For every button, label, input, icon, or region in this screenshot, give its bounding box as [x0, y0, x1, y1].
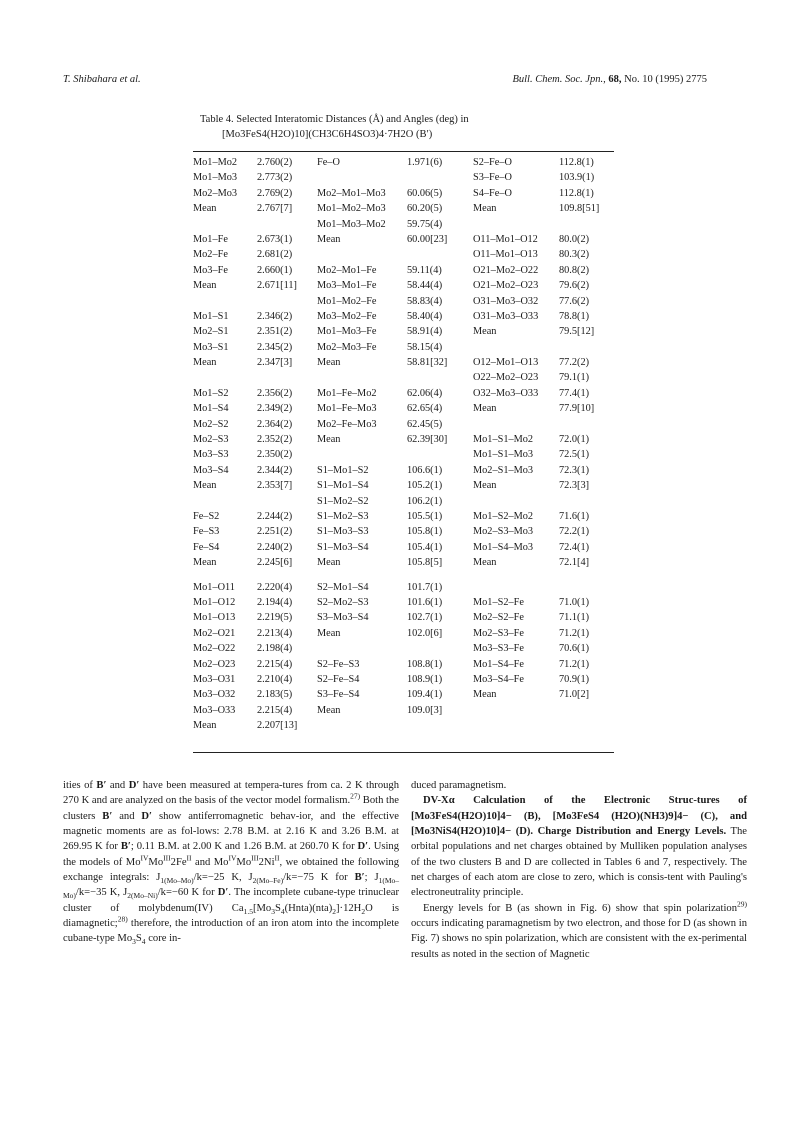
table-cell: 72.5(1) [559, 449, 590, 461]
table-cell: Mo1–Fe [193, 233, 228, 245]
table-cell: 105.8(1) [407, 526, 443, 538]
table-cell: 58.91(4) [407, 326, 443, 338]
table-cell: 72.1[4] [559, 557, 590, 569]
table-cell: S3–Fe–O [473, 172, 512, 184]
table-cell: Mo3–S4 [193, 464, 229, 476]
table-cell: 2.349(2) [257, 403, 293, 415]
table-cell: Mo2–S1 [193, 326, 229, 338]
table-cell: O32–Mo3–O33 [473, 387, 539, 399]
table-cell: 80.3(2) [559, 249, 590, 261]
running-header-authors: T. Shibahara et al. [63, 74, 141, 85]
table-cell: 2.210(4) [257, 673, 293, 685]
table-cell: Mo3–O32 [193, 689, 236, 701]
table-row [193, 417, 614, 432]
table-cell: 2.345(2) [257, 341, 293, 353]
table-cell: 58.40(4) [407, 310, 443, 322]
table-cell: Mo3–Mo2–Fe [317, 310, 377, 322]
table-cell: Mo3–S3 [193, 449, 229, 461]
table-cell: 105.4(1) [407, 541, 443, 553]
table-cell: 80.0(2) [559, 233, 590, 245]
table-cell: S2–Mo1–S4 [317, 581, 369, 593]
table-cell: 72.0(1) [559, 434, 590, 446]
table-cell: 77.6(2) [559, 295, 590, 307]
table-cell: S1–Mo3–S4 [317, 541, 369, 553]
table-cell: 2.351(2) [257, 326, 293, 338]
table-cell: S3–Fe–S4 [317, 689, 360, 701]
table-cell: Mo1–S4–Fe [473, 658, 524, 670]
table-cell: 106.6(1) [407, 464, 443, 476]
paragraph-continued: duced paramagnetism. [411, 780, 507, 791]
table-cell: Mo2–Mo3 [193, 187, 238, 199]
table-row [193, 370, 614, 385]
table-cell: O11–Mo1–O13 [473, 249, 538, 261]
table-cell: 72.3[3] [559, 480, 590, 492]
table-cell: 72.4(1) [559, 541, 590, 553]
journal-name: Bull. Chem. Soc. Jpn., [512, 74, 606, 85]
table-cell: 108.9(1) [407, 673, 443, 685]
table-cell: 109.8[51] [559, 203, 600, 215]
table-row [193, 494, 614, 509]
table-cell: 112.8(1) [559, 157, 594, 168]
table-cell: Mo3–S1 [193, 341, 229, 353]
table-cell: 102.0[6] [407, 627, 443, 639]
table-cell: O31–Mo3–O33 [473, 310, 539, 322]
table-row [193, 232, 614, 247]
paragraph-energy-levels: Energy levels for B (as shown in Fig. 6) show that spin polarization$^{29)}$ occurs indicating paramagnetism by two electron, and those for D (as shown in Fig. 7) shows no spin polarization, which are consistent with the ex-perimental results as noted in the section of Magnetic [411, 899, 747, 960]
table-cell: O21–Mo2–O23 [473, 280, 539, 292]
table-cell: 58.44(4) [407, 280, 443, 292]
table-row [193, 595, 614, 610]
table-cell: 71.2(1) [559, 627, 590, 639]
table-cell: Mean [473, 326, 497, 338]
table-top-rule [193, 151, 614, 152]
table-cell: Mo1–S4 [193, 403, 229, 415]
table-cell: Mo2–S1–Mo3 [473, 464, 534, 476]
table-cell: Mean [193, 720, 217, 732]
table-cell: Mo1–Mo2–Mo3 [317, 203, 386, 215]
table-row [193, 340, 614, 355]
table-row [193, 247, 614, 262]
table-cell: 77.9[10] [559, 403, 595, 415]
table-row [193, 718, 614, 733]
table-row [193, 463, 614, 478]
table-cell: Mo1–S1–Mo3 [473, 449, 534, 461]
paragraph-magnetic: ities of B′ and D′ have been measured at tempera-tures from ca. 2 K through 270 K and are analyzed on the basis of the vector model formalism.$^{27)}$ Both the clusters B′ and D′ show antiferromagnetic behav-ior, and the effective magnetic moments are as fol-lows: 2.78 B.M. at 2.16 K and 3.26 B.M. at 269.95 K for B′; 0.11 B.M. at 2.00 K and 1.26 B.M. at 260.70 K for D′. Using the models of $Mo^{IV}Mo^{III}2Fe^{II}$ and $Mo^{IV}Mo^{III}2Ni^{II}$, we obtained the following exchange integrals: $J_{1(Mo-Mo)}/k=-25$ K, $J_{2(Mo-Fe)}/k=-75$ K for B′; $J_{1(Mo-Mo)}/k=-35$ K, $J_{2(Mo-Ni)}/k=-60$ K for D′. The incomplete cubane-type trinuclear cluster of molybdenum(IV) $Ca_{1.5}[Mo_3S_4(Hnta)(nta)_2]\cdot 12H_2O$ is diamagnetic;$^{28)}$ therefore, the introduction of an iron atom into the incomplete cubane-type $Mo_3S_4$ core in- [63, 780, 400, 947]
table-cell: 77.4(1) [559, 387, 590, 399]
table-cell: 108.8(1) [407, 658, 443, 670]
table-cell: Mo3–S3–Fe [473, 643, 524, 655]
table-cell: 60.06(5) [407, 187, 443, 199]
table-cell: Mo1–S2 [193, 387, 229, 399]
table-cell: Mo2–O21 [193, 627, 236, 639]
table-cell: 59.75(4) [407, 218, 443, 230]
table-cell: Mo2–S3–Mo3 [473, 526, 534, 538]
table-cell: Mo2–O22 [193, 643, 236, 655]
table-cell: 2.346(2) [257, 310, 293, 322]
table-cell: S1–Mo2–S3 [317, 510, 369, 522]
table-cell: 70.6(1) [559, 643, 590, 655]
table-cell: 109.0[3] [407, 704, 443, 716]
table-bottom-rule [193, 752, 614, 753]
table-cell: Mean [473, 557, 497, 569]
table-cell: 2.760(2) [257, 157, 293, 168]
table-cell: Mo2–Mo1–Fe [317, 264, 377, 276]
table-cell: 2.773(2) [257, 172, 293, 184]
table-cell: 79.6(2) [559, 280, 590, 292]
section-heading: DV-Xα Calculation of the Electronic Struc-tures of [Mo3FeS4(H2O)10]4− (B), [Mo3FeS4 (H2O)(NH3)9]4− (C), and [Mo3NiS4(H2O)10]4− (D). Charge Distribution and Energy Levels. [411, 795, 747, 838]
table-cell: O21–Mo2–O22 [473, 264, 539, 276]
table-row [193, 672, 614, 687]
table-cell: 2.245[6] [257, 557, 293, 569]
table-row [193, 555, 614, 570]
table-cell: Mo2–S2 [193, 418, 229, 430]
body-column-right [411, 778, 747, 962]
table-cell: 2.364(2) [257, 418, 293, 430]
table-row [193, 170, 614, 185]
table-row [193, 217, 614, 232]
table-cell: Mo1–S4–Mo3 [473, 541, 534, 553]
table-cell: 62.45(5) [407, 418, 443, 430]
table-cell: 2.207[13] [257, 720, 298, 732]
table-cell: Mo2–S3 [193, 434, 229, 446]
table-cell: 58.15(4) [407, 341, 443, 353]
body-column-left [63, 778, 399, 947]
table-cell: O22–Mo2–O23 [473, 372, 539, 384]
table-cell: S2–Fe–S4 [317, 673, 360, 685]
table-cell: Mo2–Fe [193, 249, 228, 261]
table-cell: Mo1–O12 [193, 596, 236, 608]
table-cell: Mean [317, 434, 341, 446]
table-cell: 79.1(1) [559, 372, 590, 384]
table-cell: 2.244(2) [257, 510, 293, 522]
table-caption-line2: [Mo3FeS4(H2O)10](CH3C6H4SO3)4·7H2O (B′) [222, 129, 433, 140]
table-cell: 58.81[32] [407, 357, 448, 369]
table-cell: 2.215(4) [257, 704, 293, 716]
table-cell: 60.00[23] [407, 233, 448, 245]
table-cell: 106.2(1) [407, 495, 443, 507]
table-row [193, 524, 614, 539]
table-cell: Mean [193, 480, 217, 492]
table-cell: Mo1–O13 [193, 612, 236, 624]
table-cell: Fe–S2 [193, 510, 220, 522]
table-cell: 101.7(1) [407, 581, 443, 593]
table-row [193, 580, 614, 595]
table-cell: Mo1–Mo3 [193, 172, 238, 184]
table-row [193, 641, 614, 656]
table-cell: 72.2(1) [559, 526, 590, 538]
table-cell: Mean [473, 689, 497, 701]
table-cell: 2.213(4) [257, 627, 293, 639]
table-cell: O12–Mo1–O13 [473, 357, 539, 369]
table-cell: 2.671[11] [257, 280, 297, 292]
table-cell: Mean [193, 557, 217, 569]
table-row [193, 657, 614, 672]
table-row [193, 186, 614, 201]
table-cell: Mo3–O33 [193, 704, 236, 716]
table-cell: Mean [473, 203, 497, 215]
table-cell: Mo2–S3–Fe [473, 627, 524, 639]
table-row [193, 610, 614, 625]
table-cell: Fe–O [317, 157, 340, 168]
table-cell: S2–Mo2–S3 [317, 596, 369, 608]
table-row [193, 201, 614, 216]
table-cell: 60.20(5) [407, 203, 443, 215]
table-row [193, 432, 614, 447]
table-cell: Mo3–S4–Fe [473, 673, 524, 685]
table-cell: 70.9(1) [559, 673, 590, 685]
table-cell: Mo1–Mo3–Mo2 [317, 218, 386, 230]
journal-volume: 68, [608, 74, 622, 85]
table-cell: 2.769(2) [257, 187, 293, 199]
table-cell: 2.356(2) [257, 387, 293, 399]
table-cell: 77.2(2) [559, 357, 590, 369]
table-cell: S3–Mo3–S4 [317, 612, 369, 624]
table-cell: Mo3–O31 [193, 673, 236, 685]
table-cell: 2.660(1) [257, 264, 293, 276]
table-row [193, 355, 614, 370]
table-cell: 2.183(5) [257, 689, 293, 701]
table-row [193, 309, 614, 324]
table-cell: Mo1–S2–Mo2 [473, 510, 534, 522]
table-row [193, 401, 614, 416]
table-cell: S1–Mo2–S2 [317, 495, 369, 507]
table-cell: 1.971(6) [407, 157, 443, 168]
table-cell: 80.8(2) [559, 264, 590, 276]
table-cell: 78.8(1) [559, 310, 590, 322]
table-cell: S2–Fe–S3 [317, 658, 360, 670]
table-row [193, 324, 614, 339]
table-cell: Mean [317, 357, 341, 369]
table-row [193, 478, 614, 493]
table-row [193, 447, 614, 462]
table-cell: Mo1–O11 [193, 581, 235, 593]
table-row [193, 687, 614, 702]
table-cell: 2.681(2) [257, 249, 293, 261]
table-cell: O11–Mo1–O12 [473, 233, 538, 245]
table-cell: 62.65(4) [407, 403, 443, 415]
table-row [193, 703, 614, 718]
table-cell: Mo3–Fe [193, 264, 228, 276]
table-cell: 105.8[5] [407, 557, 443, 569]
table-row [193, 278, 614, 293]
paragraph-dv-xa: DV-Xα Calculation of the Electronic Struc-tures of [Mo3FeS4(H2O)10]4− (B), [Mo3FeS4 (H2O)(NH3)9]4− (C), and [Mo3NiS4(H2O)10]4− (D). Charge Distribution and Energy Levels. The orbital populations and net charges obtained by Mulliken population analyses of the two clusters B and D are collected in Tables 6 and 7, respectively. The net charges of each atom are close to zero, which is consis-tent with Pauling's electroneutrality principle. [411, 795, 747, 899]
table-cell: 103.9(1) [559, 172, 595, 184]
table-cell: S1–Mo3–S3 [317, 526, 369, 538]
table-cell: Mo1–Mo3–Fe [317, 326, 377, 338]
table-cell: 2.344(2) [257, 464, 293, 476]
table-cell: 58.83(4) [407, 295, 443, 307]
table-cell: 62.39[30] [407, 434, 448, 446]
table-cell: 2.240(2) [257, 541, 293, 553]
table-cell: 2.347[3] [257, 357, 293, 369]
table-cell: Mo2–S2–Fe [473, 612, 524, 624]
running-header-journal [512, 74, 707, 85]
table-cell: S2–Fe–O [473, 157, 512, 168]
table-caption-line1: Table 4. Selected Interatomic Distances (Å) and Angles (deg) in [200, 114, 469, 125]
table-cell: 72.3(1) [559, 464, 590, 476]
table-cell: 71.0(1) [559, 596, 590, 608]
table-cell: Mo3–Mo1–Fe [317, 280, 377, 292]
table-row [193, 509, 614, 524]
journal-issue-page: No. 10 (1995) 2775 [624, 74, 707, 85]
table-cell: 2.198(4) [257, 643, 293, 655]
table-cell: 71.1(1) [559, 612, 590, 624]
table-cell: Mo1–Fe–Mo2 [317, 387, 377, 399]
table-cell: Mo1–S1 [193, 310, 229, 322]
table-cell: Mean [193, 280, 217, 292]
table-cell: Mean [473, 480, 497, 492]
table-cell: Mean [317, 557, 341, 569]
table-cell: 2.251(2) [257, 526, 293, 538]
table-cell: 2.767[7] [257, 203, 293, 215]
table-cell: 2.194(4) [257, 596, 293, 608]
table-cell: 79.5[12] [559, 326, 595, 338]
table-cell: Mo2–O23 [193, 658, 236, 670]
table-cell: 2.353[7] [257, 480, 293, 492]
table-cell: Mo1–Fe–Mo3 [317, 403, 377, 415]
table-cell: Mo2–Fe–Mo3 [317, 418, 377, 430]
table-cell: 71.0[2] [559, 689, 590, 701]
table-cell: Mo2–Mo1–Mo3 [317, 187, 386, 199]
table-cell: Mean [317, 233, 341, 245]
table-cell: Mean [193, 203, 217, 215]
table-cell: Mo2–Mo3–Fe [317, 341, 377, 353]
table-cell: 105.5(1) [407, 510, 443, 522]
table-cell: 62.06(4) [407, 387, 443, 399]
table-cell: Mean [317, 704, 341, 716]
table-cell: Fe–S3 [193, 526, 220, 538]
table-cell: 71.6(1) [559, 510, 590, 522]
table-cell: 2.215(4) [257, 658, 293, 670]
table-cell: 112.8(1) [559, 187, 594, 199]
table-cell: O31–Mo3–O32 [473, 295, 539, 307]
table-cell: 109.4(1) [407, 689, 443, 701]
data-table [193, 155, 614, 733]
table-cell: Mean [317, 627, 341, 639]
table-cell: 2.219(5) [257, 612, 293, 624]
table-cell: 101.6(1) [407, 596, 443, 608]
table-cell: 2.673(1) [257, 233, 293, 245]
table-row [193, 294, 614, 309]
table-row [193, 155, 614, 170]
table-cell: Mean [473, 403, 497, 415]
table-cell: Mo1–S2–Fe [473, 596, 524, 608]
table-cell: S1–Mo1–S4 [317, 480, 369, 492]
table-cell: Fe–S4 [193, 541, 220, 553]
table-cell: Mo1–Mo2–Fe [317, 295, 377, 307]
table-cell: Mo1–S1–Mo2 [473, 434, 534, 446]
table-cell: 59.11(4) [407, 264, 442, 276]
table-spacer [193, 571, 614, 580]
table-row [193, 263, 614, 278]
table-cell: 2.220(4) [257, 581, 293, 593]
table-row [193, 386, 614, 401]
table-cell: Mo1–Mo2 [193, 157, 238, 168]
table-cell: Mean [193, 357, 217, 369]
table-row [193, 626, 614, 641]
table-cell: 71.2(1) [559, 658, 590, 670]
table-cell: S4–Fe–O [473, 187, 512, 199]
table-cell: 105.2(1) [407, 480, 443, 492]
table-cell: S1–Mo1–S2 [317, 464, 369, 476]
table-row [193, 540, 614, 555]
table-caption [200, 112, 605, 142]
table-cell: 102.7(1) [407, 612, 443, 624]
table-cell: 2.350(2) [257, 449, 293, 461]
table-cell: 2.352(2) [257, 434, 293, 446]
